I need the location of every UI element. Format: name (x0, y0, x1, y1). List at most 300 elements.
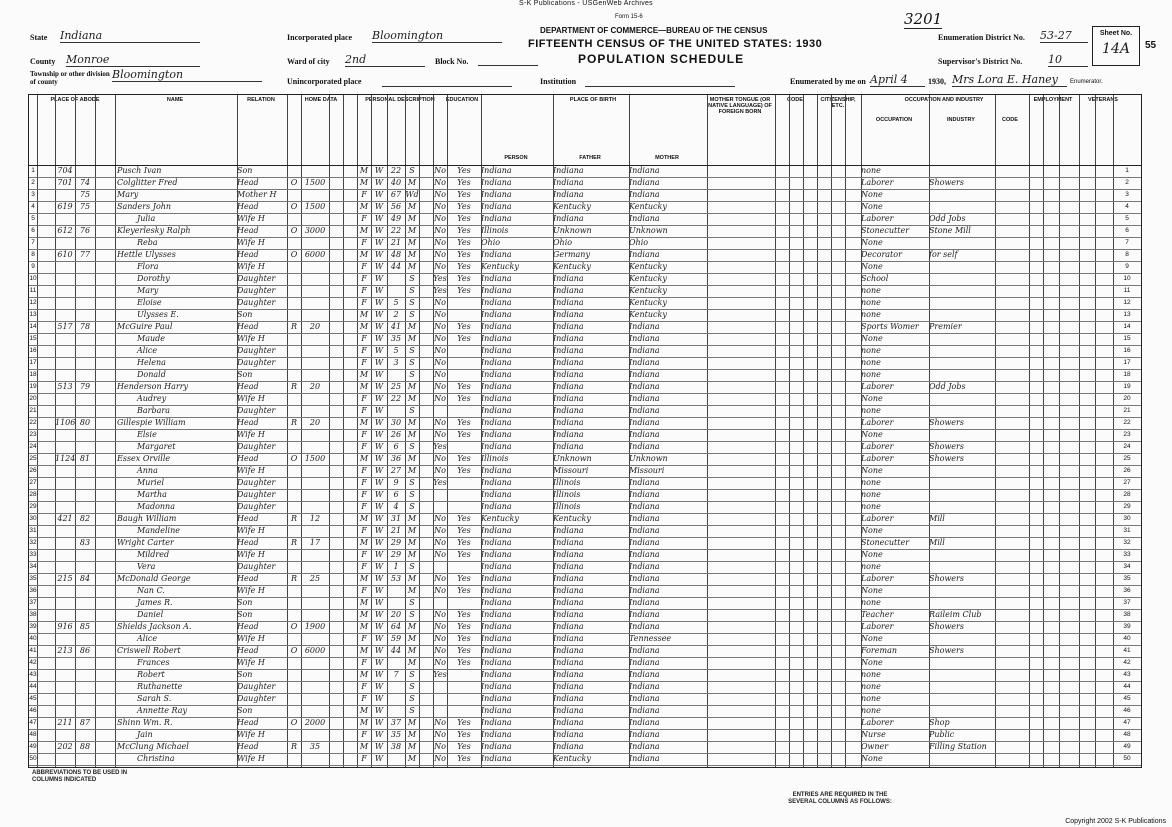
enumerated-year: 1930, (928, 77, 946, 86)
cell-right-line-number: 40 (1123, 635, 1131, 642)
cell-f (75, 261, 95, 273)
cell-right-line-number: 46 (1123, 707, 1131, 714)
cell-name: Nan C. (137, 586, 165, 595)
cell-occ: Laborer (861, 514, 894, 523)
cell-ms: M (407, 730, 417, 739)
cell-val: 20 (309, 418, 321, 427)
cell-pb: Indiana (481, 394, 512, 403)
cell-pb: Indiana (481, 634, 512, 643)
cell-f (75, 525, 95, 537)
cell-race: W (374, 610, 384, 619)
cell-race: W (374, 754, 384, 763)
cell-mb: Unknown (629, 454, 668, 463)
cell-name: Annette Ray (137, 706, 188, 715)
cell-right-line-number: 12 (1123, 299, 1131, 306)
cell-pb: Indiana (481, 646, 512, 655)
cell-f (75, 405, 95, 417)
cell-rel: Head (237, 514, 259, 523)
cell-pb: Indiana (481, 166, 512, 175)
cell-ind (929, 165, 995, 177)
ed-value: 53-27 (1040, 29, 1088, 43)
table-row (29, 705, 1141, 717)
cell-name: Sanders John (117, 202, 172, 211)
cell-own (287, 597, 301, 609)
cell-name: James R. (137, 598, 173, 607)
cell-rd: Yes (457, 226, 471, 235)
cell-sch (433, 681, 447, 693)
cell-occ: School (861, 274, 889, 283)
cell-race: W (374, 250, 384, 259)
table-row (29, 609, 1141, 621)
cell-rd: Yes (457, 538, 471, 547)
cell-pb: Indiana (481, 490, 512, 499)
cell-n: 10 (29, 275, 37, 282)
group-abode: PLACE OF ABODE (50, 97, 100, 103)
cell-sch: No (434, 262, 446, 271)
cell-f (75, 441, 95, 453)
cell-own (287, 165, 301, 177)
cell-n: 13 (29, 311, 37, 318)
cell-ind (929, 669, 995, 681)
cell-age (387, 693, 405, 705)
cell-rd: Yes (457, 466, 471, 475)
table-row (29, 189, 1141, 201)
cell-right-line-number: 28 (1123, 491, 1131, 498)
cell-right-line-number: 18 (1123, 371, 1131, 378)
cell-pb: Indiana (481, 502, 512, 511)
group-home: HOME DATA (304, 97, 338, 103)
cell-mb: Indiana (629, 742, 660, 751)
cell-sch (433, 597, 447, 609)
cell-ind (929, 285, 995, 297)
cell-own (287, 753, 301, 765)
sub-mother: MOTHER (655, 155, 679, 161)
cell-name: McGuire Paul (117, 322, 173, 331)
cell-name: Madonna (137, 502, 175, 511)
cell-mb: Indiana (629, 250, 660, 259)
cell-sch: Yes (433, 274, 447, 283)
cell-h (55, 729, 75, 741)
cell-f (75, 609, 95, 621)
entries-title: ENTRIES ARE REQUIRED IN THE SEVERAL COLUMNS AS FOLLOWS: (788, 792, 892, 805)
cell-rel: Wife H (237, 262, 265, 271)
table-row (29, 345, 1141, 357)
cell-right-line-number: 29 (1123, 503, 1131, 510)
county-value: Monroe (66, 53, 200, 67)
cell-fb: Indiana (553, 370, 584, 379)
cell-rel: Mother H (237, 190, 277, 199)
cell-sch: No (434, 538, 446, 547)
cell-age: 4 (393, 502, 399, 511)
cell-mb: Kentucky (629, 274, 667, 283)
cell-ms: M (407, 586, 417, 595)
sd-label: Supervisor's District No. (938, 57, 1023, 66)
cell-h (55, 609, 75, 621)
cell-fb: Indiana (553, 166, 584, 175)
cell-ms: S (409, 274, 415, 283)
cell-race: W (374, 730, 384, 739)
cell-ind (929, 477, 995, 489)
cell-name: Robert (137, 670, 165, 679)
cell-sch: No (434, 742, 446, 751)
cell-h (55, 357, 75, 369)
table-row (29, 429, 1141, 441)
cell-right-line-number: 10 (1123, 275, 1131, 282)
cell-occ: Owner (861, 742, 889, 751)
cell-race: W (374, 634, 384, 643)
cell-f (75, 393, 95, 405)
table-row (29, 753, 1141, 765)
cell-val (301, 549, 329, 561)
cell-ms: S (409, 298, 415, 307)
sub-father: FATHER (579, 155, 601, 161)
enumerated-date: April 4 (870, 73, 925, 87)
cell-sex: M (359, 514, 369, 523)
cell-f: 80 (79, 418, 91, 427)
cell-sch: No (434, 298, 446, 307)
cell-n: 35 (29, 575, 37, 582)
cell-mb: Kentucky (629, 286, 667, 295)
cell-h (55, 669, 75, 681)
cell-h: 704 (57, 166, 73, 175)
cell-n: 26 (29, 467, 37, 474)
cell-rd (447, 405, 481, 417)
cell-rd (447, 369, 481, 381)
cell-race: W (374, 190, 384, 199)
census-table (28, 94, 1142, 768)
cell-n: 38 (29, 611, 37, 618)
cell-occ: none (861, 370, 881, 379)
cell-ind (929, 753, 995, 765)
cell-sch: No (434, 586, 446, 595)
cell-sex: F (361, 682, 367, 691)
cell-fb: Indiana (553, 646, 584, 655)
cell-ms: S (409, 682, 415, 691)
cell-right-line-number: 38 (1123, 611, 1131, 618)
cell-sex: F (361, 298, 367, 307)
cell-pb: Indiana (481, 550, 512, 559)
cell-rel: Head (237, 622, 259, 631)
table-row (29, 525, 1141, 537)
cell-h (55, 297, 75, 309)
cell-rd: Yes (457, 658, 471, 667)
cell-fb: Indiana (553, 706, 584, 715)
cell-age: 21 (390, 526, 402, 535)
township-label: Township or other division of county (30, 70, 110, 86)
table-row (29, 261, 1141, 273)
cell-fb: Indiana (553, 526, 584, 535)
table-row (29, 597, 1141, 609)
row-rule (29, 765, 1141, 766)
cell-fb: Illinois (553, 478, 581, 487)
cell-name: Gillespie William (117, 418, 186, 427)
cell-rd (447, 501, 481, 513)
cell-val (301, 669, 329, 681)
cell-own (287, 441, 301, 453)
cell-sex: F (361, 562, 367, 571)
cell-n: 11 (29, 287, 37, 294)
table-row (29, 237, 1141, 249)
cell-fb: Indiana (553, 658, 584, 667)
state-value: Indiana (60, 29, 200, 43)
cell-sch: No (434, 610, 446, 619)
cell-right-line-number: 17 (1123, 359, 1131, 366)
cell-f: 74 (79, 178, 91, 187)
cell-age (387, 405, 405, 417)
cell-ind (929, 633, 995, 645)
cell-mb: Indiana (629, 610, 660, 619)
cell-n: 34 (29, 563, 37, 570)
cell-right-line-number: 3 (1125, 191, 1129, 198)
cell-age: 35 (390, 730, 402, 739)
ward-value: 2nd (345, 53, 425, 67)
cell-val (301, 345, 329, 357)
cell-ms: M (407, 238, 417, 247)
cell-rel: Head (237, 178, 259, 187)
cell-rel: Head (237, 418, 259, 427)
county-label: County (30, 57, 56, 66)
form-number: Form 15-6 (615, 14, 643, 20)
table-row (29, 297, 1141, 309)
cell-rd: Yes (457, 238, 471, 247)
cell-age: 7 (393, 670, 399, 679)
cell-n: 5 (31, 215, 35, 222)
cell-h: 211 (57, 718, 73, 727)
cell-right-line-number: 20 (1123, 395, 1131, 402)
cell-h (55, 429, 75, 441)
cell-sch: No (434, 370, 446, 379)
cell-n: 33 (29, 551, 37, 558)
cell-age (387, 657, 405, 669)
cell-age: 5 (393, 346, 399, 355)
cell-own (287, 345, 301, 357)
cell-right-line-number: 37 (1123, 599, 1131, 606)
cell-race: W (374, 322, 384, 331)
cell-h (55, 261, 75, 273)
cell-h (55, 285, 75, 297)
cell-ms: M (407, 262, 417, 271)
cell-occ: Nurse (861, 730, 886, 739)
cell-ind: Premier (929, 322, 962, 331)
cell-ms: M (407, 226, 417, 235)
cell-age: 53 (390, 574, 402, 583)
cell-val (301, 213, 329, 225)
cell-pb: Indiana (481, 442, 512, 451)
cell-right-line-number: 4 (1125, 203, 1129, 210)
cell-f (75, 657, 95, 669)
institution-line (585, 76, 735, 87)
cell-ind (929, 561, 995, 573)
cell-rel: Daughter (237, 406, 276, 415)
cell-occ: Laborer (861, 418, 894, 427)
cell-right-line-number: 6 (1125, 227, 1129, 234)
cell-right-line-number: 41 (1123, 647, 1131, 654)
cell-name: Baugh William (117, 514, 177, 523)
cell-pb: Indiana (481, 694, 512, 703)
cell-pb: Indiana (481, 706, 512, 715)
cell-n: 44 (29, 683, 37, 690)
cell-val (301, 441, 329, 453)
cell-pb: Indiana (481, 718, 512, 727)
cell-f (75, 729, 95, 741)
cell-ms: M (407, 622, 417, 631)
cell-occ: None (861, 394, 883, 403)
cell-rd: Yes (457, 754, 471, 763)
cell-ms: S (409, 502, 415, 511)
cell-pb: Indiana (481, 538, 512, 547)
cell-f (75, 549, 95, 561)
cell-name: Barbara (137, 406, 170, 415)
cell-f: 75 (79, 190, 91, 199)
cell-sch: No (434, 718, 446, 727)
cell-rd: Yes (457, 514, 471, 523)
cell-rd (447, 357, 481, 369)
cell-sch: No (434, 454, 446, 463)
cell-name: Audrey (137, 394, 167, 403)
cell-f (75, 477, 95, 489)
cell-sex: M (359, 574, 369, 583)
cell-age: 20 (390, 610, 402, 619)
cell-h (55, 549, 75, 561)
cell-val (301, 525, 329, 537)
cell-name: Colglitter Fred (117, 178, 178, 187)
table-row (29, 405, 1141, 417)
cell-ms: Wd (405, 190, 419, 199)
cell-ind: Showers (929, 574, 964, 583)
cell-val: 1900 (304, 622, 326, 631)
cell-pb: Indiana (481, 730, 512, 739)
cell-rd (447, 441, 481, 453)
cell-age: 2 (393, 310, 399, 319)
cell-race: W (374, 586, 384, 595)
cell-occ: none (861, 310, 881, 319)
cell-ms: S (409, 706, 415, 715)
cell-right-line-number: 33 (1123, 551, 1131, 558)
cell-val: 1500 (304, 454, 326, 463)
cell-sex: F (361, 502, 367, 511)
cell-rd: Yes (457, 322, 471, 331)
cell-own (287, 693, 301, 705)
cell-name: Jain (137, 730, 153, 739)
cell-sex: F (361, 286, 367, 295)
cell-h: 215 (57, 574, 73, 583)
cell-pb: Indiana (481, 586, 512, 595)
cell-h (55, 681, 75, 693)
cell-fb: Indiana (553, 346, 584, 355)
cell-h (55, 597, 75, 609)
cell-f (75, 357, 95, 369)
cell-race: W (374, 598, 384, 607)
cell-pb: Indiana (481, 190, 512, 199)
cell-ms: S (409, 346, 415, 355)
cell-sch: Yes (433, 670, 447, 679)
cell-rel: Wife H (237, 334, 265, 343)
cell-age (387, 753, 405, 765)
cell-age (387, 597, 405, 609)
table-row (29, 333, 1141, 345)
table-row (29, 585, 1141, 597)
cell-fb: Germany (553, 250, 590, 259)
cell-ms: M (407, 658, 417, 667)
table-row (29, 213, 1141, 225)
cell-sch (433, 705, 447, 717)
cell-rel: Head (237, 226, 259, 235)
cell-occ: Decorator (861, 250, 902, 259)
copyright: Copyright 2002 S-K Publications (1065, 818, 1166, 825)
cell-name: Elsie (137, 430, 157, 439)
cell-rd: Yes (457, 190, 471, 199)
cell-f: 84 (79, 574, 91, 583)
cell-sex: M (359, 322, 369, 331)
cell-race: W (374, 238, 384, 247)
cell-f (75, 285, 95, 297)
stamp-number: 3201 (904, 10, 943, 28)
incorporated-value: Bloomington (372, 29, 502, 43)
cell-rd: Yes (457, 742, 471, 751)
cell-h: 517 (57, 322, 73, 331)
cell-sex: M (359, 610, 369, 619)
cell-rel: Son (237, 166, 253, 175)
cell-n: 7 (31, 239, 35, 246)
cell-rel: Daughter (237, 358, 276, 367)
cell-mb: Indiana (629, 502, 660, 511)
group-personal: PERSONAL DESCRIPTION (365, 97, 435, 103)
cell-sch: No (434, 658, 446, 667)
cell-right-line-number: 19 (1123, 383, 1131, 390)
cell-rel: Daughter (237, 478, 276, 487)
cell-val (301, 189, 329, 201)
cell-n: 43 (29, 671, 37, 678)
cell-name: Shields Jackson A. (117, 622, 192, 631)
cell-age: 38 (390, 742, 402, 751)
cell-sch: No (434, 178, 446, 187)
cell-fb: Indiana (553, 418, 584, 427)
cell-fb: Indiana (553, 610, 584, 619)
cell-val (301, 237, 329, 249)
cell-ms: M (407, 574, 417, 583)
cell-sch: No (434, 430, 446, 439)
cell-ind: Raileim Club (929, 610, 982, 619)
cell-right-line-number: 1 (1125, 167, 1129, 174)
cell-fb: Illinois (553, 490, 581, 499)
cell-n: 23 (29, 431, 37, 438)
cell-occ: None (861, 334, 883, 343)
cell-fb: Unknown (553, 454, 592, 463)
cell-h: 701 (57, 178, 73, 187)
cell-age: 64 (390, 622, 402, 631)
cell-n: 9 (31, 263, 35, 270)
cell-rel: Daughter (237, 682, 276, 691)
cell-rel: Head (237, 538, 259, 547)
cell-own: O (290, 226, 298, 235)
cell-own (287, 525, 301, 537)
cell-pb: Indiana (481, 370, 512, 379)
cell-n: 36 (29, 587, 37, 594)
cell-occ: Stonecutter (861, 226, 910, 235)
cell-occ: None (861, 526, 883, 535)
cell-sex: F (361, 334, 367, 343)
cell-ind: Odd Jobs (929, 382, 966, 391)
cell-occ: None (861, 586, 883, 595)
table-row (29, 621, 1141, 633)
cell-val (301, 165, 329, 177)
cell-occ: none (861, 286, 881, 295)
cell-name: Kleyerlesky Ralph (117, 226, 191, 235)
incorporated-label: Incorporated place (287, 33, 353, 42)
cell-sch: Yes (433, 286, 447, 295)
table-row (29, 309, 1141, 321)
cell-ind: Odd Jobs (929, 214, 966, 223)
